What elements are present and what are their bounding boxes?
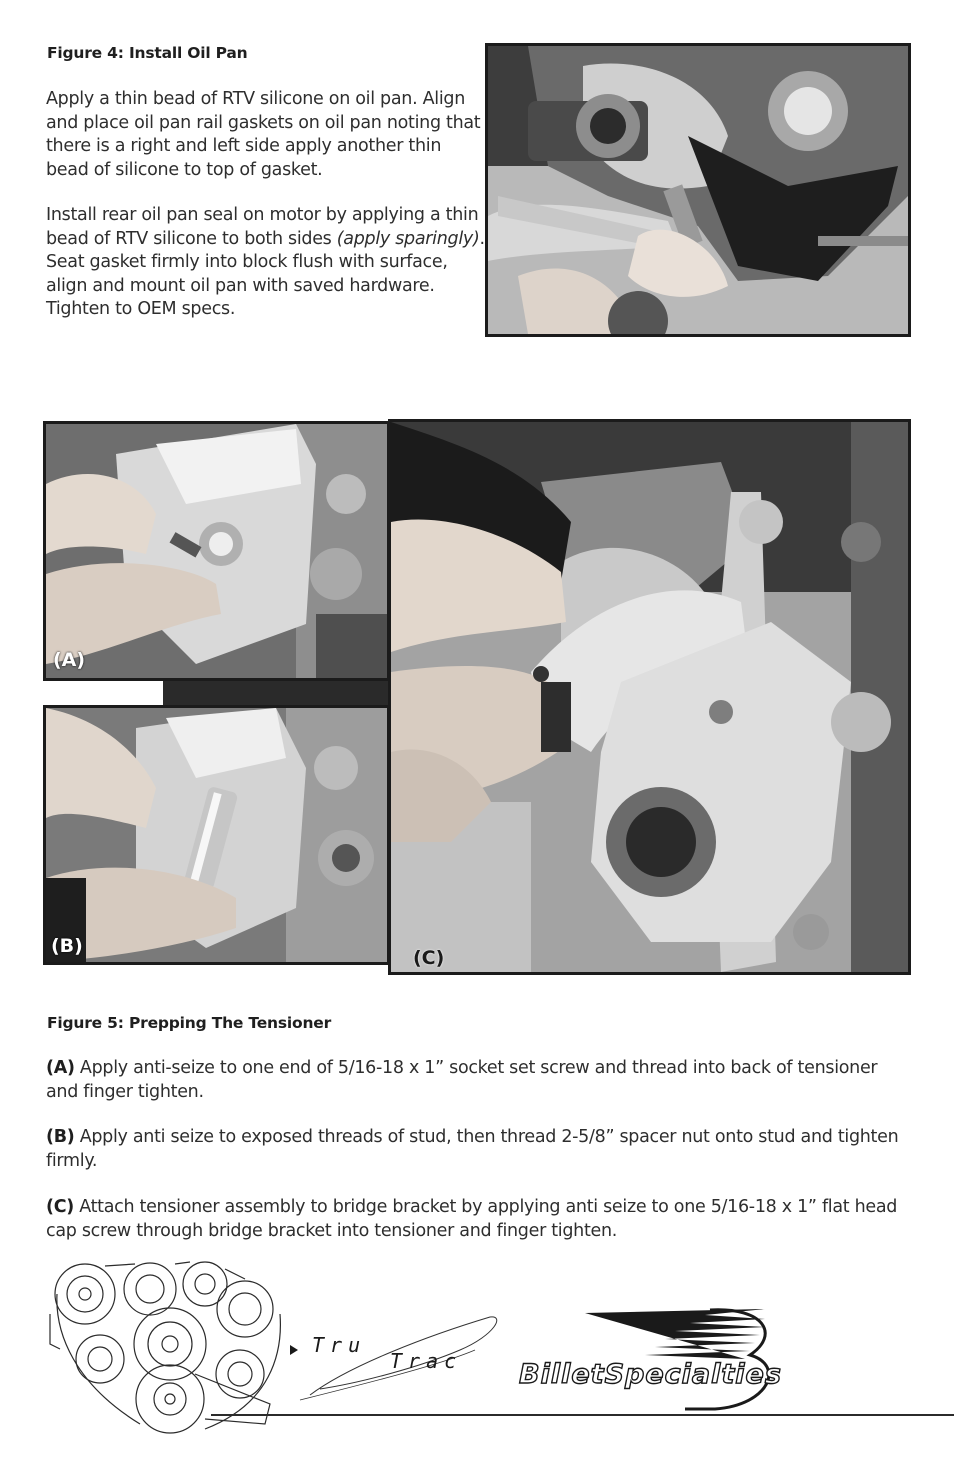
figure4-paragraph-1: Apply a thin bead of RTV silicone on oil pan. Align and place oil pan rail gaskets on oil pan noting that there is a right and left side apply another thin bead of silicone to top of gasket. [46,89,481,180]
photo-c-bridge-bracket [388,419,911,975]
step-b-label: (B) [46,1127,75,1147]
figure5-step-b [46,1126,906,1173]
trutrac-word-trac: Trac [390,1349,463,1373]
billet-specialties-wordmark: BilletSpecialties [519,1359,782,1390]
footer-rule [211,1414,954,1416]
figure5-heading: Figure 5: Prepping The Tensioner [47,1014,332,1032]
photo-c-label: (C) [413,947,445,969]
figure5-step-a [46,1057,906,1104]
figure4-paragraph-2-tail: . Seat gasket firmly into block flush with surface, align and mount oil pan with saved hardware. Tighten to OEM specs. [46,228,485,319]
photo-a-set-screw [43,421,390,681]
figure4-paragraph-2 [46,204,486,322]
photo-b-spacer-nut [43,705,390,965]
oil-pan-photo [485,43,911,337]
figure4-paragraph-2-text: Install rear oil pan seal on motor by applying a thin bead of RTV silicone to both sides [46,205,479,249]
billet-specialties-logo [515,1305,830,1413]
trutrac-word-tru: Tru [312,1333,367,1357]
step-c-text: Attach tensioner assembly to bridge bracket by applying anti seize to one 5/16-18 x 1” flat head cap screw through bridge bracket into tensioner and finger tighten. [46,1197,898,1241]
figure4-heading: Figure 4: Install Oil Pan [47,44,248,62]
step-b-text: Apply anti seize to exposed threads of stud, then thread 2-5/8” spacer nut onto stud and tighten firmly. [46,1127,899,1171]
engine-drive-illustration [45,1254,285,1434]
trutrac-logo [290,1305,505,1405]
photo-separator [163,681,388,705]
figure4-paragraph-2-italic: (apply sparingly) [336,228,480,249]
figure5-step-c [46,1196,906,1243]
step-c-label: (C) [46,1197,74,1217]
photo-b-label: (B) [51,935,83,957]
step-a-label: (A) [46,1058,75,1078]
photo-a-label: (A) [53,649,86,671]
step-a-text: Apply anti-seize to one end of 5/16-18 x 1” socket set screw and thread into back of tensioner and finger tighten. [46,1058,878,1102]
